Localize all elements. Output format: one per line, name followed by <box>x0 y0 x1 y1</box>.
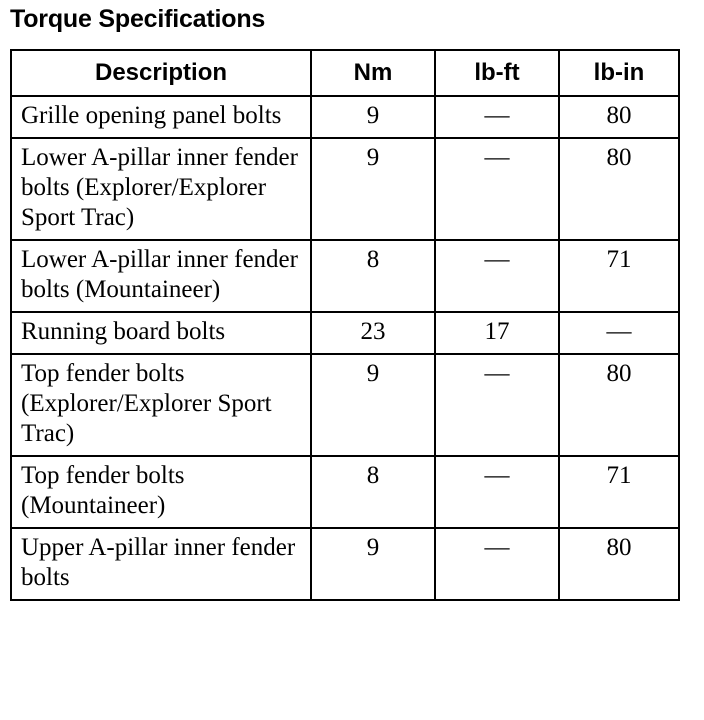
lb-ft-cell: — <box>435 96 559 138</box>
table-row <box>11 312 679 354</box>
description-cell: Top fender bolts (Explorer/Explorer Sport Trac) <box>11 354 311 456</box>
lb-in-cell: 80 <box>559 354 679 456</box>
description-cell: Lower A-pillar inner fender bolts (Mountaineer) <box>11 240 311 312</box>
nm-cell: 8 <box>311 240 435 312</box>
column-header-lb-in: lb-in <box>559 50 679 96</box>
lb-in-cell: 71 <box>559 456 679 528</box>
table-row <box>11 138 679 240</box>
lb-in-cell: 80 <box>559 96 679 138</box>
column-header-description: Description <box>11 50 311 96</box>
torque-specifications-table <box>10 49 680 601</box>
description-cell: Top fender bolts (Mountaineer) <box>11 456 311 528</box>
lb-in-cell: 80 <box>559 528 679 600</box>
table-row <box>11 240 679 312</box>
lb-ft-cell: — <box>435 456 559 528</box>
table-row <box>11 456 679 528</box>
nm-cell: 9 <box>311 354 435 456</box>
lb-ft-cell: — <box>435 240 559 312</box>
lb-in-cell: — <box>559 312 679 354</box>
nm-cell: 23 <box>311 312 435 354</box>
page-title: Torque Specifications <box>10 5 266 33</box>
description-cell: Upper A-pillar inner fender bolts <box>11 528 311 600</box>
table-row <box>11 96 679 138</box>
table-row <box>11 354 679 456</box>
lb-in-cell: 71 <box>559 240 679 312</box>
lb-ft-cell: — <box>435 528 559 600</box>
lb-ft-cell: — <box>435 138 559 240</box>
nm-cell: 9 <box>311 138 435 240</box>
column-header-nm: Nm <box>311 50 435 96</box>
nm-cell: 9 <box>311 528 435 600</box>
description-cell: Grille opening panel bolts <box>11 96 311 138</box>
lb-ft-cell: 17 <box>435 312 559 354</box>
nm-cell: 9 <box>311 96 435 138</box>
column-header-lb-ft: lb-ft <box>435 50 559 96</box>
description-cell: Running board bolts <box>11 312 311 354</box>
description-cell: Lower A-pillar inner fender bolts (Explorer/Explorer Sport Trac) <box>11 138 311 240</box>
nm-cell: 8 <box>311 456 435 528</box>
lb-in-cell: 80 <box>559 138 679 240</box>
lb-ft-cell: — <box>435 354 559 456</box>
table-row <box>11 528 679 600</box>
table-header-row <box>11 50 679 96</box>
